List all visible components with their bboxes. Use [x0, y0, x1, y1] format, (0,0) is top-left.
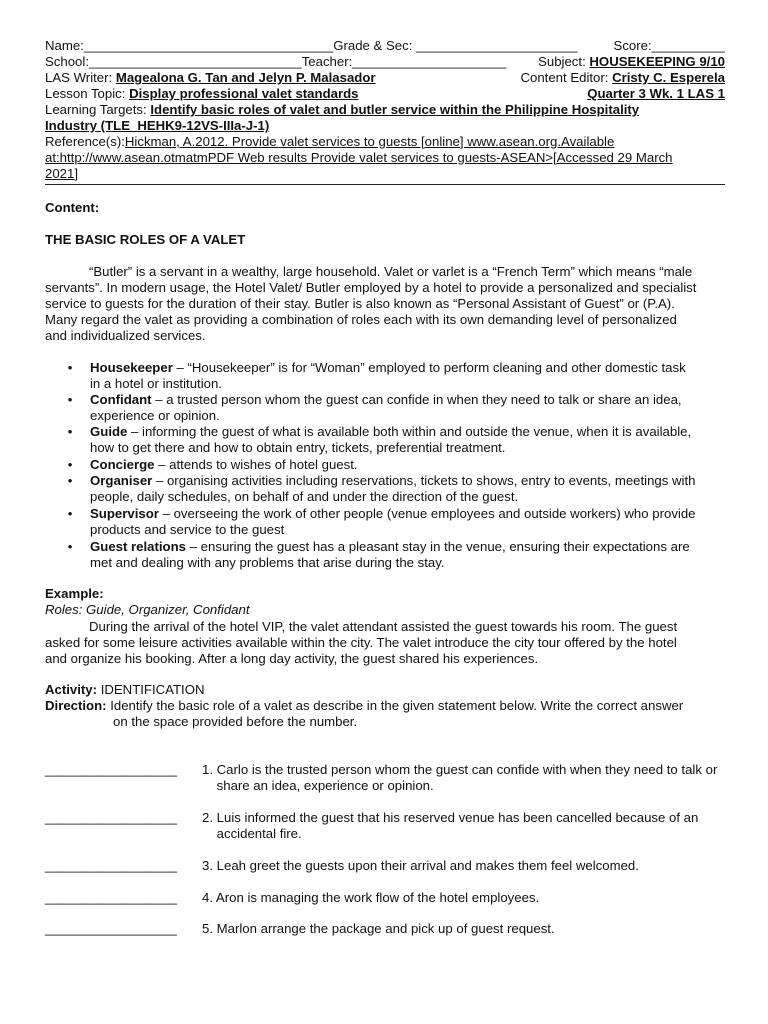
- question-item-1: 1. Carlo is the trusted person whom the guest can confide with when they need to talk or: [202, 762, 718, 777]
- activity-label: Activity:: [45, 682, 98, 697]
- las-writer-label: LAS Writer:: [45, 70, 113, 85]
- answer-blank[interactable]: __________________: [45, 858, 178, 873]
- example-label: Example:: [45, 586, 104, 601]
- role-item-supervisor: [90, 506, 725, 522]
- quarter-value: Quarter 3 Wk. 1 LAS 1: [587, 86, 725, 101]
- lesson-topic-label: Lesson Topic:: [45, 86, 126, 101]
- role-term: Supervisor: [90, 506, 159, 521]
- bullet-icon: •: [67, 539, 73, 554]
- role-item-housekeeper: [90, 360, 725, 376]
- reference-label: Reference(s):: [45, 134, 125, 149]
- question-item-2-cont: accidental fire.: [202, 826, 302, 841]
- bullet-icon: •: [67, 473, 73, 488]
- intro-line: service to guests for the duration of their stay. Butler is also known as “Personal Assistant of Guest” or (P.A).: [45, 296, 675, 311]
- grade-label: Grade & Sec: ______________________: [333, 38, 578, 53]
- name-row: [45, 38, 725, 54]
- reference-row: [45, 134, 725, 150]
- activity-row: [45, 682, 725, 698]
- intro-line: and individualized services.: [45, 328, 206, 343]
- question-item-5: 5. Marlon arrange the package and pick up of guest request.: [202, 921, 555, 936]
- bullet-icon: •: [67, 392, 73, 407]
- reference-line-2: at:http://www.asean.otmatmPDF Web results Provide valet services to guests-ASEAN>[Accessed 29 March: [45, 150, 673, 165]
- learning-targets-label: Learning Targets:: [45, 102, 147, 117]
- role-item-organiser: [90, 473, 725, 489]
- section-title: THE BASIC ROLES OF A VALET: [45, 232, 246, 247]
- role-term: Guest relations: [90, 539, 187, 554]
- example-line: asked for some leisure activities available within the city. The valet introduce the city tour offered by the hotel: [45, 635, 677, 650]
- question-item-1-cont: share an idea, experience or opinion.: [202, 778, 434, 793]
- teacher-blank: _____________________: [352, 54, 507, 69]
- role-desc: – “Housekeeper” is for “Woman” employed to perform cleaning and other domestic task: [172, 360, 686, 375]
- subject-label: Subject:: [538, 54, 586, 69]
- role-desc-cont: products and service to the guest: [90, 522, 285, 537]
- score-label: Score:__________: [613, 38, 725, 53]
- role-desc: – ensuring the guest has a pleasant stay in the venue, ensuring their expectations are: [186, 539, 690, 554]
- school-label: School:: [45, 54, 89, 69]
- answer-blank[interactable]: __________________: [45, 810, 178, 825]
- writer-row: [45, 70, 725, 86]
- content-editor-field: [520, 70, 725, 86]
- header-divider: [45, 184, 725, 185]
- role-desc: – attends to wishes of hotel guest.: [154, 457, 358, 472]
- answer-blank[interactable]: __________________: [45, 921, 178, 936]
- role-item-concierge: [90, 457, 725, 473]
- role-desc: – organising activities including reservations, tickets to shows, entry to events, meetings with: [152, 473, 696, 488]
- example-line: and organize his booking. After a long day activity, the guest shared his experiences.: [45, 651, 539, 666]
- teacher-label: Teacher:: [301, 54, 353, 69]
- question-item-3: 3. Leah greet the guests upon their arrival and makes them feel welcomed.: [202, 858, 639, 873]
- subject-field: [538, 54, 725, 70]
- role-term: Concierge: [90, 457, 155, 472]
- reference-line-1: Hickman, A.2012. Provide valet services to guests [online] www.asean.org.Available: [124, 134, 615, 149]
- content-editor-label: Content Editor:: [520, 70, 609, 85]
- las-writer-value: Magealona G. Tan and Jelyn P. Malasador: [115, 70, 376, 85]
- learning-targets-value: Identify basic roles of valet and butler service within the Philippine Hospitality: [150, 102, 640, 117]
- role-desc-cont: met and dealing with any problems that arise during the stay.: [90, 555, 445, 570]
- name-label: Name:: [45, 38, 84, 53]
- direction-text: Identify the basic role of a valet as describe in the given statement below. Write the correct answer: [110, 698, 684, 713]
- direction-row: [45, 698, 725, 714]
- role-term: Guide: [90, 424, 128, 439]
- answer-blank[interactable]: __________________: [45, 762, 178, 777]
- example-line: During the arrival of the hotel VIP, the valet attendant assisted the guest towards his room. The guest: [45, 619, 678, 634]
- role-desc: – a trusted person whom the guest can confide in when they need to talk or share an idea,: [151, 392, 682, 407]
- bullet-icon: •: [67, 506, 73, 521]
- lesson-topic-value: Display professional valet standards: [129, 86, 359, 101]
- school-blank: _____________________________: [89, 54, 302, 69]
- direction-text-cont: on the space provided before the number.: [113, 714, 358, 729]
- bullet-icon: •: [67, 457, 73, 472]
- name-blank: __________________________________: [83, 38, 334, 53]
- role-term: Confidant: [90, 392, 152, 407]
- role-term: Organiser: [90, 473, 153, 488]
- direction-label: Direction:: [45, 698, 107, 713]
- school-row: [45, 54, 725, 70]
- intro-line: servants”. In modern usage, the Hotel Valet/ Butler employed by a hotel to provide a personalized and specialist: [45, 280, 697, 295]
- reference-line-3: 2021]: [45, 166, 79, 181]
- bullet-icon: •: [67, 360, 73, 375]
- role-desc: – overseeing the work of other people (venue employees and outside workers) who provide: [158, 506, 696, 521]
- answer-blank[interactable]: __________________: [45, 890, 178, 905]
- example-roles: Roles: Guide, Organizer, Confidant: [45, 602, 250, 617]
- intro-line: Many regard the valet as providing a combination of roles each with its own demanding level of personalized: [45, 312, 677, 327]
- content-editor-value: Cristy C. Esperela: [612, 70, 725, 85]
- activity-value: IDENTIFICATION: [100, 682, 205, 697]
- role-item-guest-relations: [90, 539, 725, 555]
- role-desc-cont: people, daily schedules, on behalf of and under the direction of the guest.: [90, 489, 519, 504]
- role-desc-cont: how to get there and how to obtain entry, tickets, preferential treatment.: [90, 440, 506, 455]
- role-desc-cont: experience or opinion.: [90, 408, 220, 423]
- question-item-2: 2. Luis informed the guest that his reserved venue has been cancelled because of an: [202, 810, 699, 825]
- content-label: Content:: [45, 200, 100, 215]
- intro-line: “Butler” is a servant in a wealthy, large household. Valet or varlet is a “French Term” which means “male: [45, 264, 693, 279]
- role-term: Housekeeper: [90, 360, 173, 375]
- role-desc-cont: in a hotel or institution.: [90, 376, 222, 391]
- learning-targets-row: [45, 102, 725, 118]
- role-item-confidant: [90, 392, 725, 408]
- question-item-4: 4. Aron is managing the work flow of the hotel employees.: [202, 890, 540, 905]
- bullet-icon: •: [67, 424, 73, 439]
- role-item-guide: [90, 424, 725, 440]
- lesson-topic-row: [45, 86, 725, 102]
- subject-value: HOUSEKEEPING 9/10: [589, 54, 725, 69]
- learning-targets-line-2: Industry (TLE_HEHK9-12VS-IIIa-J-1): [45, 118, 270, 133]
- role-desc: – informing the guest of what is available both within and outside the venue, when it is available,: [127, 424, 692, 439]
